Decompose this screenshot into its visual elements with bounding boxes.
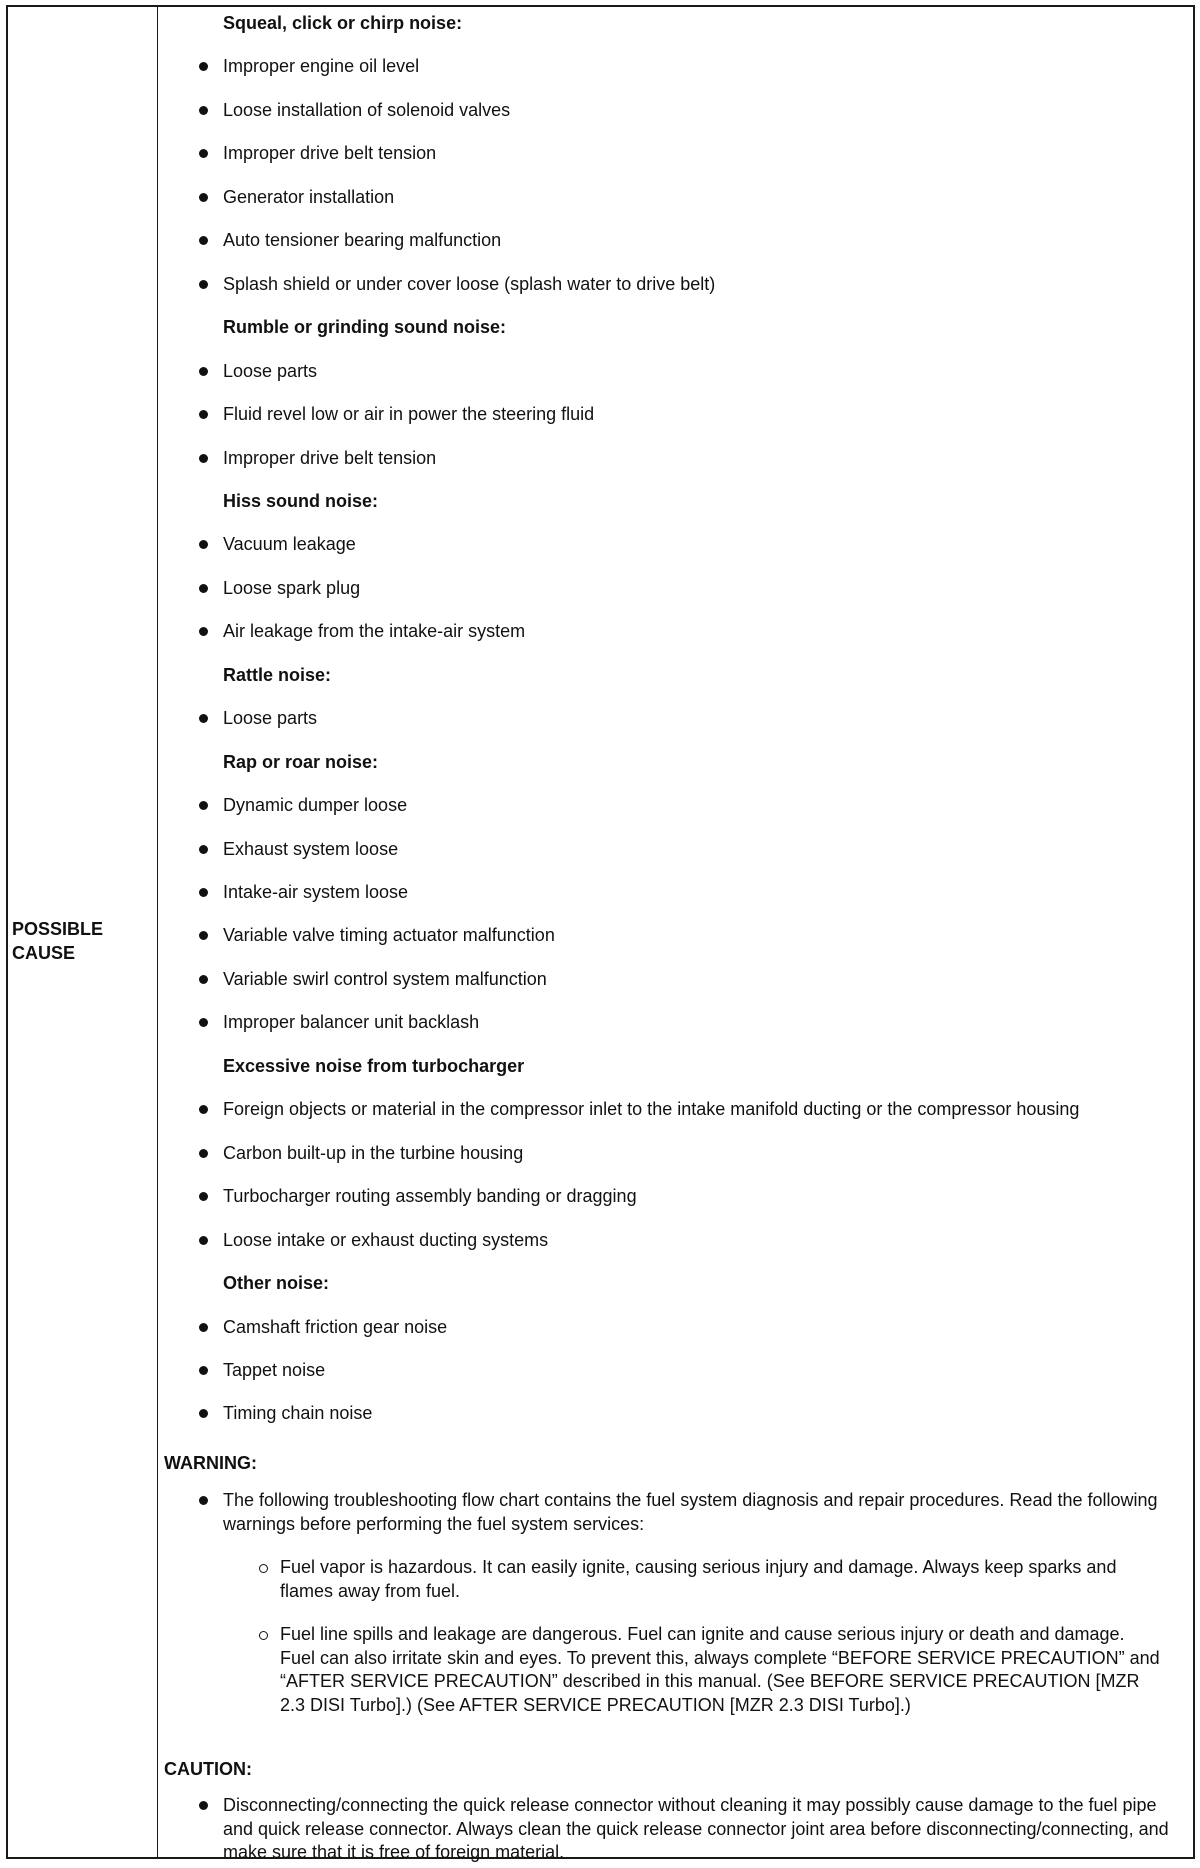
- bullet-icon: [199, 367, 208, 376]
- bullet-icon: [199, 1236, 208, 1245]
- caution-text: Disconnecting/connecting the quick release connector without cleaning it may possibly cause damage to the fuel pipe and quick release connector. Always clean the quick release connector joint area before disconnecting/connecting, and make sure that it is free of foreign material.: [223, 1795, 1169, 1862]
- list-item: Intake-air system loose: [223, 882, 409, 902]
- section-heading: Squeal, click or chirp noise:: [223, 13, 463, 33]
- circle-bullet-icon: [259, 1631, 268, 1640]
- warning-sub-item: Fuel line spills and leakage are dangerous. Fuel can ignite and cause serious injury or death and damage. Fuel can also irritate skin and eyes. To prevent this, always complete “BEFORE SERVICE PRECAUTION” and “AFTER SERVICE PRECAUTION” described in this manual. (See BEFORE SERVICE PRECAUTION [MZR 2.3 DISI Turbo].) (See AFTER SERVICE PRECAUTION [MZR 2.3 DISI Turbo].): [280, 1624, 1160, 1715]
- bullet-icon: [199, 1149, 208, 1158]
- list-item: Improper engine oil level: [223, 56, 420, 77]
- list-item: Improper drive belt tension: [223, 447, 437, 468]
- list-item: Carbon built-up in the turbine housing: [223, 1142, 524, 1163]
- bullet-icon: [199, 1018, 208, 1027]
- bullet-icon: [199, 801, 208, 810]
- bullet-icon: [199, 1105, 208, 1114]
- bullet-icon: [199, 931, 208, 940]
- list-item: Loose installation of solenoid valves: [223, 99, 511, 120]
- bullet-icon: [199, 1496, 208, 1505]
- list-item: Variable swirl control system malfunction: [223, 968, 547, 989]
- bullet-icon: [199, 62, 208, 71]
- circle-bullet-icon: [259, 1564, 268, 1573]
- bullet-icon: [199, 454, 208, 463]
- section-heading: Rumble or grinding sound noise:: [223, 317, 506, 338]
- list-item: Turbocharger routing assembly banding or dragging: [223, 1186, 637, 1207]
- section-heading: Hiss sound noise:: [223, 490, 379, 511]
- list-item: Loose parts: [223, 360, 318, 381]
- list-item: Loose parts: [223, 708, 318, 729]
- bullet-icon: [199, 975, 208, 984]
- list-item: Fluid revel low or air in power the steering fluid: [223, 404, 595, 425]
- bullet-icon: [199, 1409, 208, 1418]
- list-item: Splash shield or under cover loose (splash water to drive belt): [223, 273, 716, 294]
- bullet-icon: [199, 1192, 208, 1201]
- possible-cause-table: [6, 5, 1195, 1862]
- warning-text: The following troubleshooting flow chart contains the fuel system diagnosis and repair procedures. Read the following warnings before performing the fuel system services:: [223, 1490, 1158, 1534]
- bullet-icon: [199, 410, 208, 419]
- list-item: Vacuum leakage: [223, 534, 356, 555]
- list-item: Tappet noise: [223, 1359, 326, 1380]
- section-heading: Other noise:: [223, 1273, 330, 1294]
- list-item: Timing chain noise: [223, 1403, 373, 1424]
- list-item: Air leakage from the intake-air system: [223, 621, 526, 642]
- bullet-icon: [199, 280, 208, 289]
- cause-content: [8, 7, 1193, 1862]
- bullet-icon: [199, 193, 208, 202]
- bullet-icon: [199, 540, 208, 549]
- list-item: Variable valve timing actuator malfunction: [223, 925, 555, 946]
- bullet-icon: [199, 584, 208, 593]
- list-item: Generator installation: [223, 186, 395, 207]
- list-item: Loose spark plug: [223, 577, 361, 598]
- bullet-icon: [199, 627, 208, 636]
- bullet-icon: [199, 236, 208, 245]
- bullet-icon: [199, 714, 208, 723]
- list-item: Auto tensioner bearing malfunction: [223, 230, 502, 251]
- list-item: Improper balancer unit backlash: [223, 1012, 480, 1033]
- bullet-icon: [199, 845, 208, 854]
- caution-label: CAUTION:: [164, 1759, 252, 1779]
- bullet-icon: [199, 149, 208, 158]
- section-heading: Excessive noise from turbocharger: [223, 1055, 525, 1076]
- bullet-icon: [199, 1801, 208, 1810]
- section-heading: Rattle noise:: [223, 664, 332, 685]
- bullet-icon: [199, 888, 208, 897]
- warning-label: WARNING:: [164, 1453, 257, 1473]
- bullet-icon: [199, 106, 208, 115]
- bullet-icon: [199, 1323, 208, 1332]
- section-heading: Rap or roar noise:: [223, 751, 379, 772]
- list-item: Exhaust system loose: [223, 838, 399, 859]
- warning-sub-item: Fuel vapor is hazardous. It can easily ignite, causing serious injury and damage. Always keep sparks and flames away from fuel.: [280, 1557, 1117, 1601]
- list-item: Foreign objects or material in the compressor inlet to the intake manifold ducting or the compressor housing: [223, 1099, 1080, 1120]
- list-item: Dynamic dumper loose: [223, 795, 408, 816]
- list-item: Improper drive belt tension: [223, 143, 437, 164]
- possible-cause-label: POSSIBLE CAUSE: [12, 919, 104, 963]
- list-item: Camshaft friction gear noise: [223, 1316, 448, 1337]
- bullet-icon: [199, 1366, 208, 1375]
- list-item: Loose intake or exhaust ducting systems: [223, 1229, 549, 1250]
